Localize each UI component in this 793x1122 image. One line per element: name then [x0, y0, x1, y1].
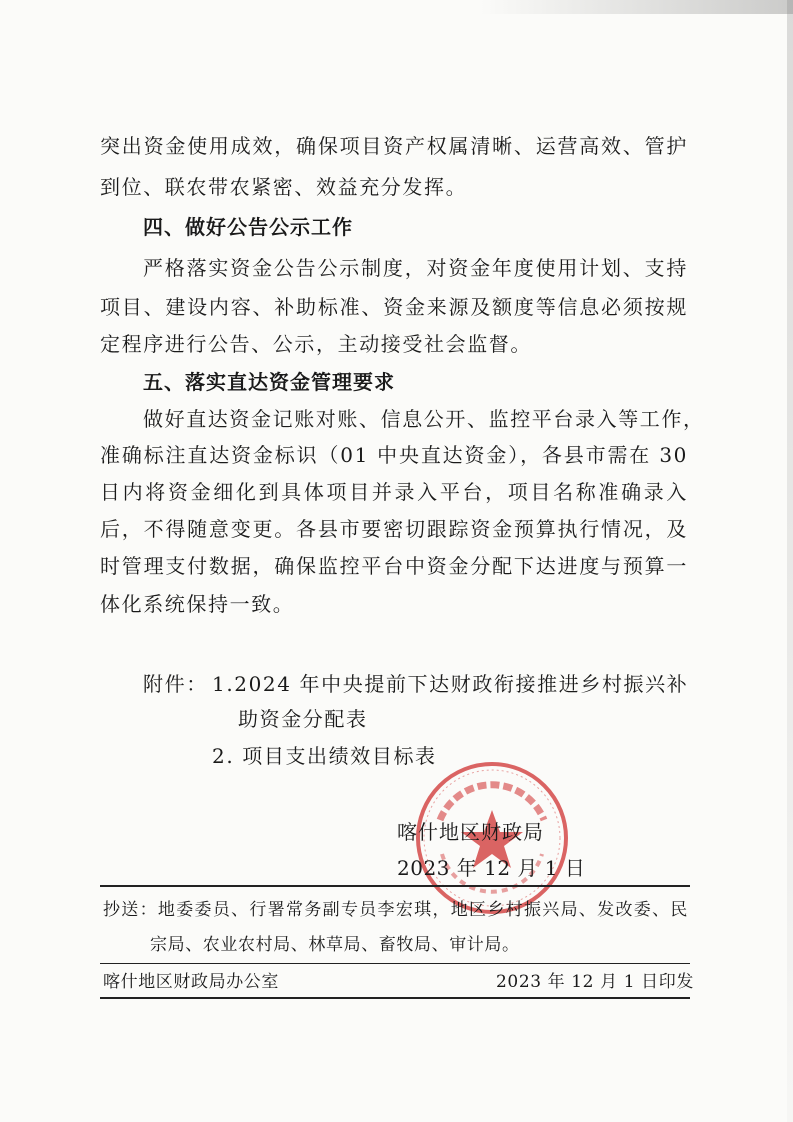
para2-line2: 项目、建设内容、补助标准、资金来源及额度等信息必须按规: [100, 295, 688, 319]
footer-rule-top: [100, 885, 690, 887]
footer-rule-bottom: [100, 997, 690, 999]
cc-line2: 宗局、农业农村局、林草局、畜牧局、审计局。: [150, 935, 520, 955]
footer-issuer: 喀什地区财政局办公室: [103, 972, 279, 992]
para3-line5: 时管理支付数据，确保监控平台中资金分配下达进度与预算一: [100, 554, 688, 578]
section-heading-5: 五、落实直达资金管理要求: [143, 370, 395, 394]
para1-line2: 到位、联农带农紧密、效益充分发挥。: [100, 175, 468, 199]
footer-issue-date: 2023 年 12 月 1 日印发: [496, 972, 694, 992]
para2-line1: 严格落实资金公告公示制度，对资金年度使用计划、支持: [143, 256, 688, 280]
attachment-item-1-line1: 1.2024 年中央提前下达财政衔接推进乡村振兴补: [212, 672, 689, 696]
para3-line2: 准确标注直达资金标识（01 中央直达资金），各县市需在 30: [100, 443, 688, 467]
scan-shadow-right: [787, 0, 793, 1122]
attachments-label: 附件：: [143, 672, 208, 696]
attachment-item-1-line2: 助资金分配表: [238, 707, 368, 731]
para3-line4: 后，不得随意变更。各县市要密切跟踪资金预算执行情况，及: [100, 517, 688, 541]
signature-org: 喀什地区财政局: [397, 820, 544, 844]
para1-line1: 突出资金使用成效，确保项目资产权属清晰、运营高效、管护: [100, 134, 688, 158]
footer-rule-middle: [100, 963, 690, 964]
attachment-item-2: 2. 项目支出绩效目标表: [212, 744, 437, 768]
section-heading-4: 四、做好公告公示工作: [143, 215, 353, 239]
para3-line1: 做好直达资金记账对账、信息公开、监控平台录入等工作，: [143, 407, 705, 431]
scan-shadow-top: [480, 0, 793, 14]
para3-line6: 体化系统保持一致。: [100, 592, 295, 616]
signature-date: 2023 年 12 月 1 日: [397, 856, 586, 880]
cc-line1: 抄送：地委委员、行署常务副专员李宏琪，地区乡村振兴局、发改委、民: [103, 900, 688, 920]
para2-line3: 定程序进行公告、公示，主动接受社会监督。: [100, 332, 532, 356]
para3-line3: 日内将资金细化到具体项目并录入平台，项目名称准确录入: [100, 480, 688, 504]
